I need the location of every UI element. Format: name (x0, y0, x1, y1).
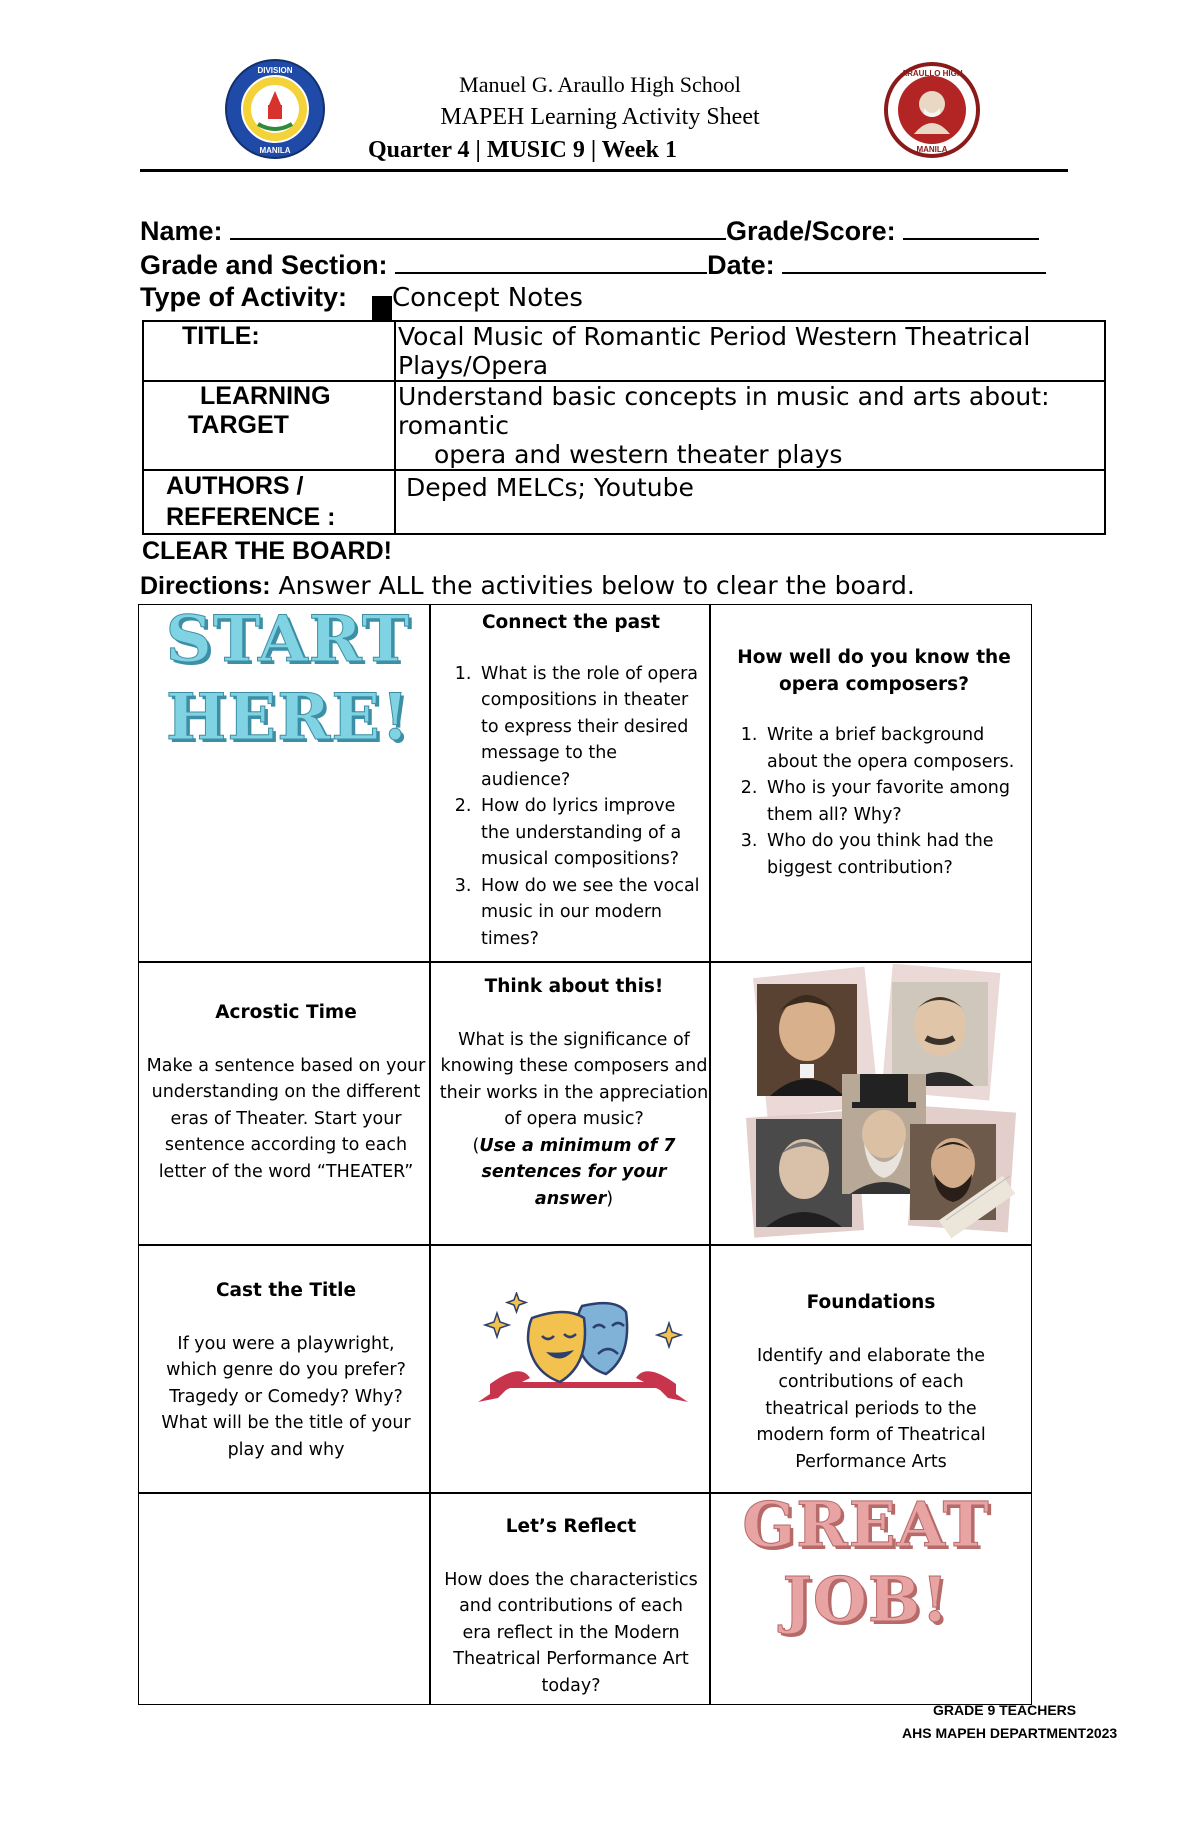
cast-body: If you were a playwright, which genre do you prefer? Tragedy or Comedy? Why? What will be the title of your play and why (161, 1333, 411, 1460)
connect-item-2: 2. How do lyrics improve the understanding of a musical compositions? (477, 793, 705, 873)
grade-score-label: Grade/Score: (726, 216, 896, 246)
activity-type-row (140, 282, 347, 313)
quarter-line: Quarter 4 | MUSIC 9 | Week 1 (368, 137, 677, 163)
acrostic-cell (146, 1000, 426, 1185)
activity-type-label: Type of Activity: (140, 282, 348, 312)
school-name: Manuel G. Araullo High School (459, 72, 741, 97)
acrostic-body: Make a sentence based on your understanding on the different eras of Theater. Start your sentence according to each letter of the word “THEATER” (146, 1055, 426, 1182)
portrait-puccini (892, 982, 988, 1086)
composers-title: How well do you know the opera composers? (737, 647, 1011, 695)
foundations-cell (740, 1290, 1002, 1475)
foundations-title: Foundations (806, 1292, 936, 1313)
date-field[interactable] (782, 248, 1046, 274)
authors-label-2: REFERENCE : (166, 503, 336, 531)
theater-masks-icon (470, 1292, 696, 1412)
svg-text:ARAULLO HIGH: ARAULLO HIGH (901, 69, 963, 78)
section-row (140, 248, 1046, 281)
header-rule (140, 169, 1068, 172)
connect-list (437, 661, 705, 953)
directions-row (140, 571, 915, 601)
date-label: Date: (707, 250, 775, 280)
think-note-close: ) (606, 1188, 614, 1209)
composers-collage (742, 964, 1022, 1242)
composers-item-2: 2. Who is your favorite among them all? Why? (763, 775, 1025, 828)
svg-text:DIVISION: DIVISION (257, 66, 293, 75)
target-line-2: opera and western theater plays (434, 440, 843, 469)
grid-row-divider-1 (138, 961, 1032, 963)
reflect-body: How does the characteristics and contributions of each era reflect in the Modern Theatrical Performance Art today? (444, 1569, 698, 1696)
directions-label: Directions: (140, 572, 271, 600)
name-label: Name: (140, 216, 223, 246)
authors-label-cell (143, 470, 395, 534)
think-note-open: ( (472, 1135, 480, 1156)
target-label-2: TARGET (188, 411, 289, 439)
job-text: JOB! (782, 1563, 950, 1636)
reflect-title: Let’s Reflect (505, 1516, 637, 1537)
composers-list (723, 722, 1025, 881)
target-line-1: Understand basic concepts in music and arts about: romantic (398, 382, 1050, 440)
cast-title-cell (146, 1278, 426, 1463)
authors-value (395, 470, 1105, 534)
composers-item-3: 3. Who do you think had the biggest contribution? (763, 828, 1025, 881)
authors-label-1: AUTHORS / (166, 472, 304, 500)
checkbox-icon[interactable] (372, 296, 392, 320)
think-note-italic: Use a minimum of 7 sentences for your answer (479, 1135, 676, 1209)
connect-title: Connect the past (481, 612, 660, 633)
title-label-cell (143, 321, 395, 381)
foundations-body: Identify and elaborate the contributions of each theatrical periods to the modern form of Theatrical Performance Arts (756, 1345, 986, 1472)
great-text: GREAT (742, 1488, 990, 1561)
sheet-title: MAPEH Learning Activity Sheet (440, 104, 760, 130)
composers-cell (711, 645, 1031, 881)
grid-row-divider-2 (138, 1244, 1032, 1246)
authors-text: Deped MELCs; Youtube (406, 473, 694, 502)
great-job-graphic (716, 1486, 1016, 1636)
connect-item-3: 3. How do we see the vocal music in our modern times? (477, 873, 705, 953)
title-label: TITLE: (182, 322, 260, 350)
target-label-1: LEARNING (200, 382, 331, 410)
connect-item-1: 1. What is the role of opera compositions in theater to express their desired message to the audience? (477, 661, 705, 794)
footer-department: AHS MAPEH DEPARTMENT2023 (902, 1725, 1118, 1741)
portrait-wagner (756, 1119, 852, 1227)
think-cell (436, 974, 712, 1212)
grade-score-field[interactable] (903, 214, 1039, 240)
start-here-graphic (150, 600, 426, 756)
info-table (142, 320, 1106, 535)
svg-text:MANILA: MANILA (259, 146, 291, 155)
composers-item-1: 1. Write a brief background about the opera composers. (763, 722, 1025, 775)
cast-title: Cast the Title (215, 1280, 357, 1301)
target-value (395, 381, 1105, 470)
footer-teachers: GRADE 9 TEACHERS (933, 1702, 1077, 1718)
activity-type-value: Concept Notes (392, 283, 583, 313)
board-heading: CLEAR THE BOARD! (142, 537, 392, 565)
name-field[interactable] (230, 214, 726, 240)
name-row (140, 214, 1039, 247)
connect-the-past-cell (431, 610, 709, 952)
grade-section-label: Grade and Section: (140, 250, 388, 280)
start-text: START (165, 602, 411, 677)
reflect-cell (436, 1514, 706, 1699)
title-value: Vocal Music of Romantic Period Western Theatrical Plays/Opera (395, 321, 1105, 381)
directions-text: Answer ALL the activities below to clear the board. (278, 571, 915, 600)
grade-section-field[interactable] (395, 248, 707, 274)
acrostic-title: Acrostic Time (215, 1002, 357, 1023)
target-label-cell (143, 381, 395, 470)
think-title: Think about this! (484, 976, 664, 997)
svg-text:MANILA: MANILA (916, 145, 948, 154)
here-text: HERE! (165, 680, 411, 755)
think-body: What is the significance of knowing these composers and their works in the appreciation of opera music? (439, 1029, 709, 1129)
think-note (436, 1133, 712, 1213)
